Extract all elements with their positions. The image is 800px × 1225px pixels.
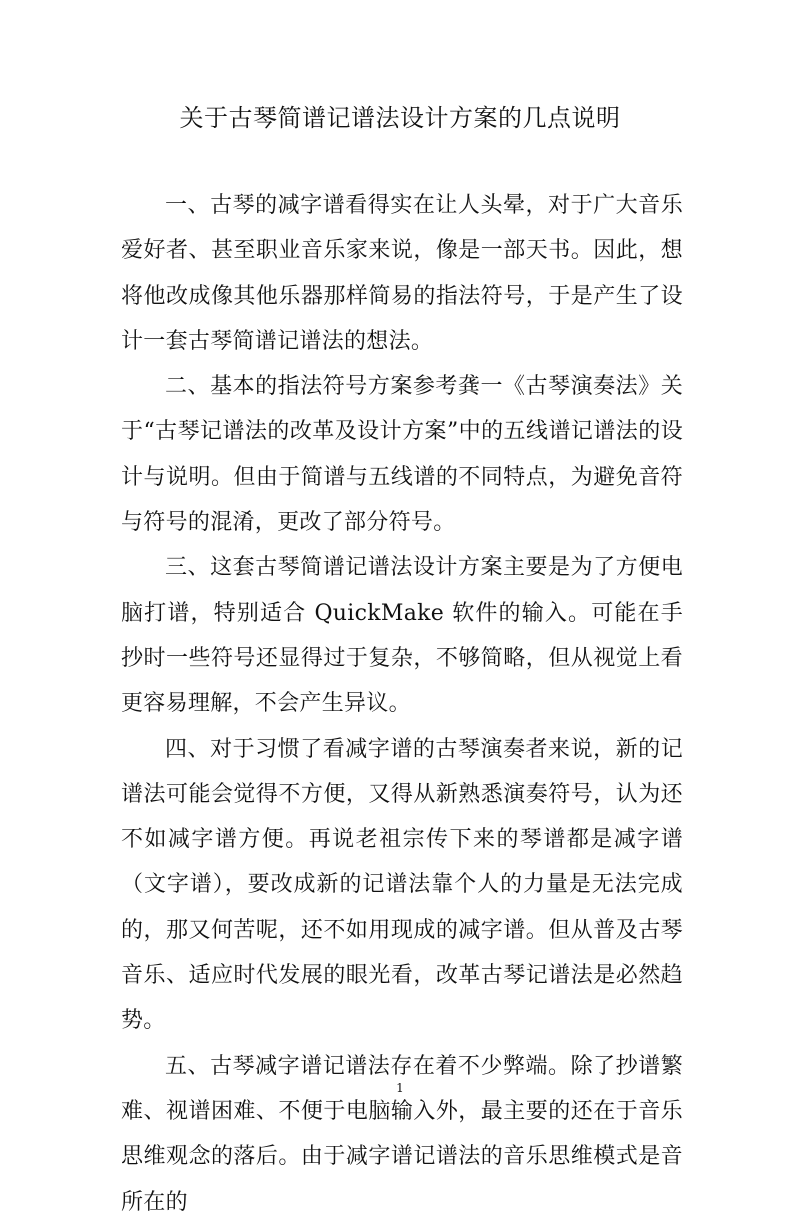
document-title: 关于古琴简谱记谱法设计方案的几点说明 [179, 104, 621, 132]
document-body [121, 183, 683, 1225]
paragraph-3: 三、这套古琴简谱记谱法设计方案主要是为了方便电脑打谱，特别适合 QuickMake 软件的输入。可能在手抄时一些符号还显得过于复杂，不够简略，但从视觉上看更容易理解，不会产生异议。 [121, 555, 683, 717]
paragraph-2: 二、基本的指法符号方案参考龚一《古琴演奏法》关于“古琴记谱法的改革及设计方案”中的五线谱记谱法的设计与说明。但由于简谱与五线谱的不同特点，为避免音符与符号的混淆，更改了部分符号。 [121, 374, 683, 536]
paragraph-1: 一、古琴的减字谱看得实在让人头晕，对于广大音乐爱好者、甚至职业音乐家来说，像是一部天书。因此，想将他改成像其他乐器那样简易的指法符号，于是产生了设计一套古琴简谱记谱法的想法。 [121, 193, 683, 354]
paragraph-5: 五、古琴减字谱记谱法存在着不少弊端。除了抄谱繁难、视谱困难、不便于电脑输入外，最主要的还在于音乐思维观念的落后。由于减字谱记谱法的音乐思维模式是音所在的 [121, 1053, 683, 1215]
page-number: 1 [396, 1081, 404, 1095]
paragraph-4: 四、对于习惯了看减字谱的古琴演奏者来说，新的记谱法可能会觉得不方便，又得从新熟悉演奏符号，认为还不如减字谱方便。再说老祖宗传下来的琴谱都是减字谱（文字谱），要改成新的记谱法靠个人的力量是无法完成的，那又何苦呢，还不如用现成的减字谱。但从普及古琴音乐、适应时代发展的眼光看，改革古琴记谱法是必然趋势。 [121, 736, 683, 1034]
